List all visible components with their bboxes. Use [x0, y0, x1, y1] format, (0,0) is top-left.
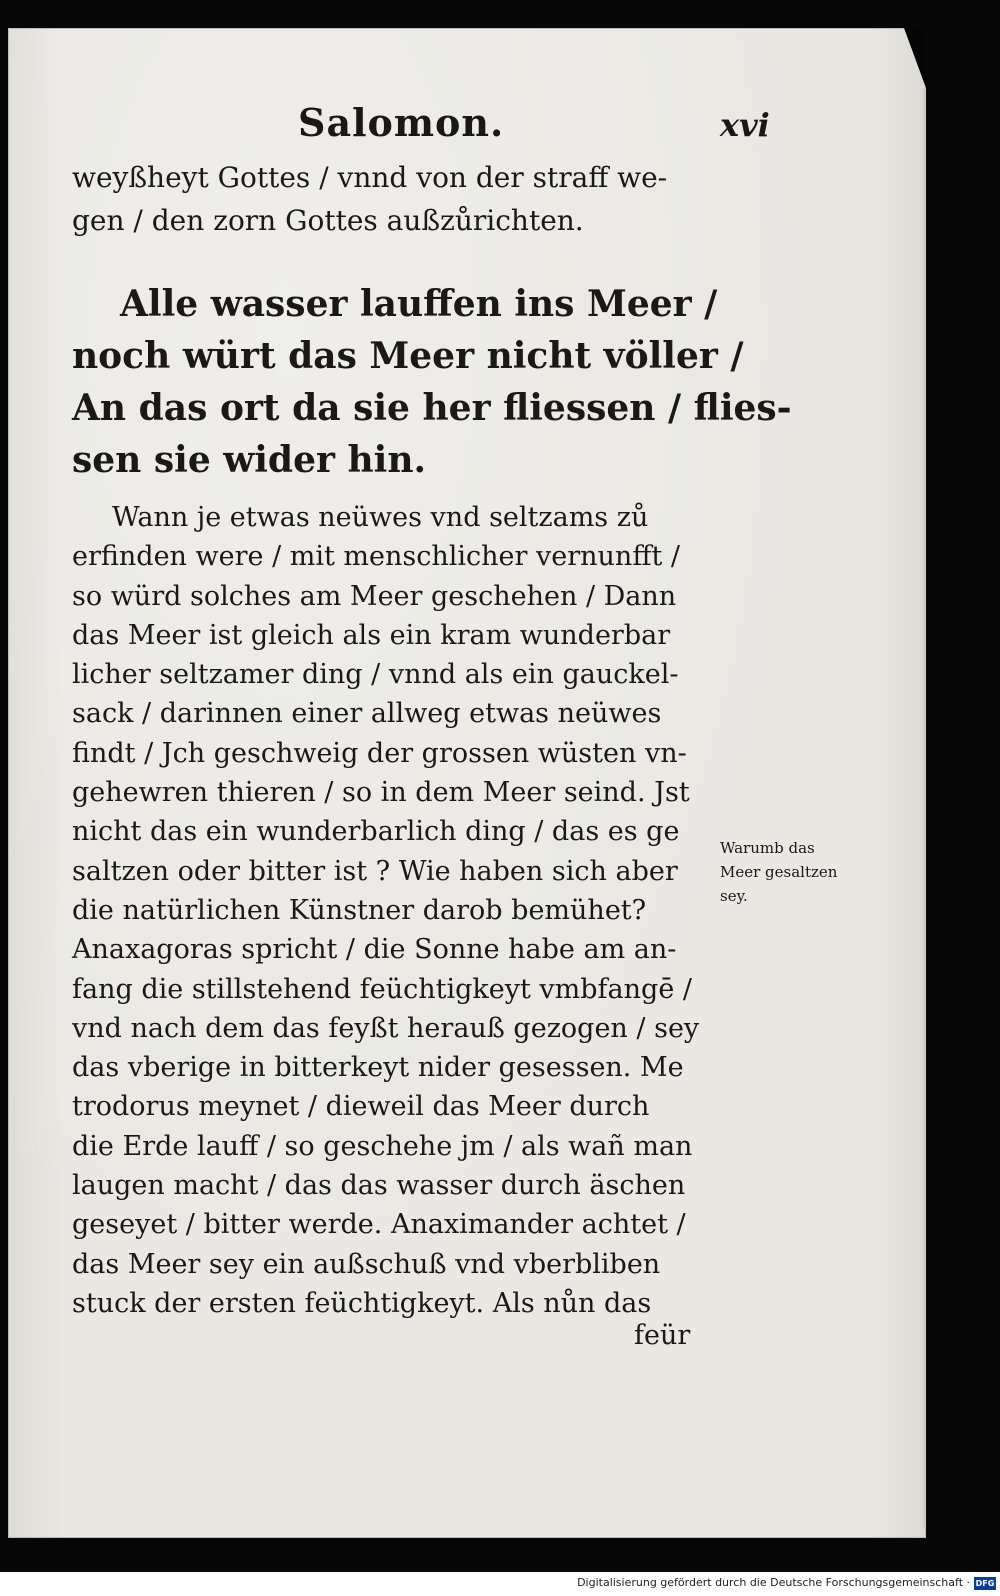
- marginal-note-line: sey.: [720, 887, 748, 905]
- text-line: licher seltzamer ding / vnnd als ein gauckel-: [72, 659, 679, 691]
- dfg-logo: DFG: [975, 1579, 995, 1588]
- text-line: die natürlichen Künstner darob bemühet?: [72, 894, 647, 926]
- text-line: stuck der ersten feüchtigkeyt. Als nůn das: [72, 1287, 652, 1319]
- text-line: laugen macht / das das wasser durch äschen: [72, 1170, 686, 1202]
- marginal-note-line: Warumb das: [720, 839, 815, 857]
- book-page: [8, 28, 926, 1538]
- folio-number: xvi: [720, 106, 770, 144]
- text-line: nicht das ein wunderbarlich ding / das es ge: [72, 816, 680, 848]
- text-line: gen / den zorn Gottes außzůrichten.: [72, 204, 584, 237]
- verse-line: noch würt das Meer nicht völler /: [72, 335, 744, 377]
- marginal-note-line: Meer gesaltzen: [720, 863, 838, 881]
- footer-bar: [0, 1572, 1000, 1596]
- text-line: die Erde lauff / so geschehe jm / als wañ man: [72, 1130, 693, 1162]
- verse-line: An das ort da sie her fliessen / flies-: [72, 387, 792, 429]
- intro-paragraph: [72, 156, 712, 242]
- text-line: das vberige in bitterkeyt nider gesessen. Me: [72, 1052, 684, 1084]
- catchword: feür: [634, 1320, 691, 1351]
- verse-line: sen sie wider hin.: [72, 439, 427, 481]
- funding-credit: Digitalisierung gefördert durch die Deutsche Forschungsgemeinschaft ·: [577, 1576, 970, 1589]
- text-line: vnd nach dem das feyßt herauß gezogen / sey: [72, 1012, 700, 1044]
- text-line: Anaxagoras spricht / die Sonne habe am an-: [72, 934, 677, 966]
- text-line: Wann je etwas neüwes vnd seltzams zů: [112, 502, 649, 533]
- text-line: geseyet / bitter werde. Anaximander achtet /: [72, 1209, 686, 1241]
- commentary-paragraph: [72, 498, 712, 1323]
- text-line: findt / Jch geschweig der grossen wüsten vn-: [72, 737, 687, 769]
- text-line: weyßheyt Gottes / vnnd von der straff we-: [72, 161, 668, 194]
- torn-page-corner: [904, 28, 926, 88]
- running-head: Salomon.: [298, 100, 505, 145]
- page-edge: [923, 88, 926, 1528]
- text-line: gehewren thieren / so in dem Meer seind. Jst: [72, 777, 690, 809]
- text-line: saltzen oder bitter ist ? Wie haben sich aber: [72, 855, 678, 887]
- marginal-note: [720, 836, 890, 908]
- text-line: sack / darinnen einer allweg etwas neüwes: [72, 698, 662, 730]
- text-line: trodorus meynet / dieweil das Meer durch: [72, 1091, 650, 1123]
- text-line: fang die stillstehend feüchtigkeyt vmbfangē /: [72, 973, 692, 1005]
- scripture-verse: [72, 278, 792, 486]
- text-line: erfinden were / mit menschlicher vernunfft /: [72, 541, 681, 573]
- text-line: so würd solches am Meer geschehen / Dann: [72, 580, 677, 612]
- verse-line: Alle wasser lauffen ins Meer /: [120, 283, 718, 325]
- text-line: das Meer ist gleich als ein kram wunderbar: [72, 619, 671, 651]
- text-line: das Meer sey ein außschuß vnd vberbliben: [72, 1248, 661, 1280]
